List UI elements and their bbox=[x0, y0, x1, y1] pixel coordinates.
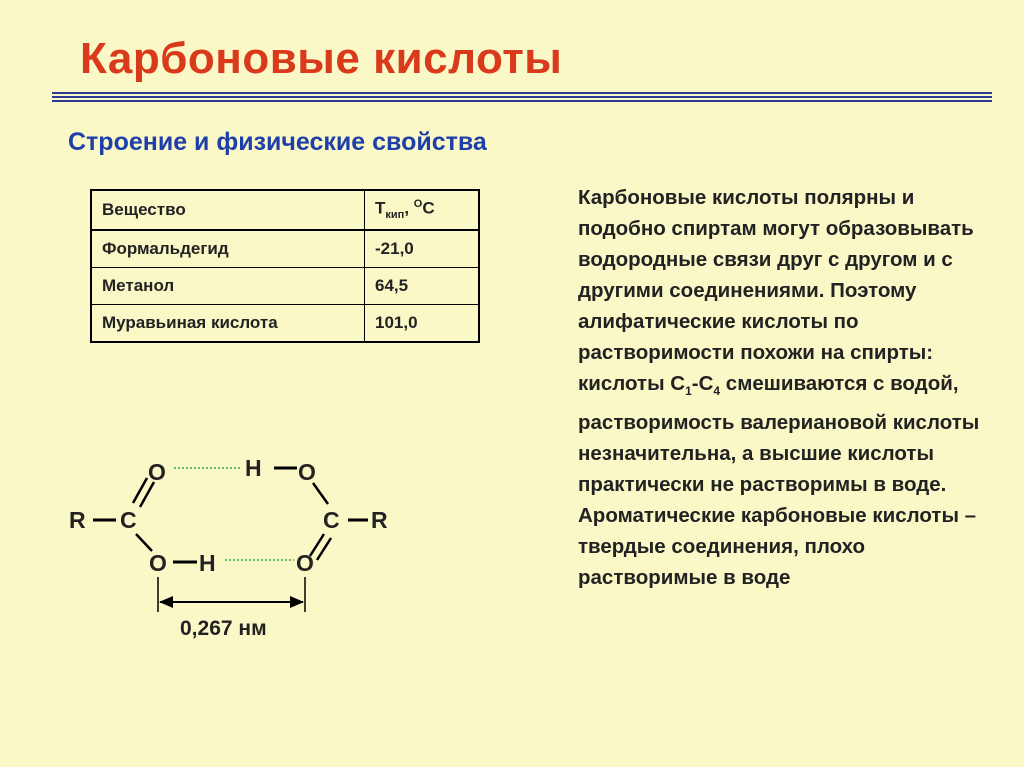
paragraph-part2: смешиваются с водой, растворимость валериановой кислоты незначительна, а высшие кислоты практически не растворимы в воде. bbox=[578, 372, 980, 497]
header-boiling-temp bbox=[365, 190, 480, 230]
paragraph-dash: -С bbox=[691, 372, 714, 395]
header-substance: Вещество bbox=[91, 190, 365, 230]
boiling-point-table bbox=[90, 189, 480, 343]
atom-r-left: R bbox=[69, 507, 86, 533]
atom-o-right-top: O bbox=[298, 459, 316, 485]
atom-h-bottom: H bbox=[199, 550, 216, 576]
substance-cell: Формальдегид bbox=[91, 230, 365, 268]
table-row bbox=[91, 305, 479, 343]
description-paragraph bbox=[578, 182, 998, 593]
header-t-sub: кип bbox=[385, 209, 405, 222]
dimension-arrow-right bbox=[290, 596, 304, 608]
atom-o-left-bottom: O bbox=[149, 550, 167, 576]
atom-c-right: C bbox=[323, 507, 340, 533]
carboxylic-acid-dimer-diagram bbox=[60, 450, 420, 650]
slide-subtitle: Строение и физические свойства bbox=[68, 128, 487, 156]
distance-label: 0,267 нм bbox=[180, 617, 267, 640]
atom-c-left: C bbox=[120, 507, 137, 533]
table-header-row bbox=[91, 190, 479, 230]
atom-o-right-bottom: O bbox=[296, 550, 314, 576]
paragraph-part1: Карбоновые кислоты полярны и подобно спиртам могут образовывать водородные связи друг с другом и с другими соединениями. Поэтому алифатические кислоты по растворимости похожи на спирты: кислоты С bbox=[578, 186, 974, 395]
value-cell: 101,0 bbox=[365, 305, 480, 343]
header-t-unit: С bbox=[422, 199, 435, 219]
atom-o-left-top: O bbox=[148, 459, 166, 485]
atom-h-top: H bbox=[245, 455, 262, 481]
bond-o-c-right-top bbox=[313, 483, 328, 504]
table-row bbox=[91, 268, 479, 305]
header-t-sup: О bbox=[413, 198, 423, 211]
paragraph-sub1: 1 bbox=[685, 384, 692, 399]
header-t-sep: , bbox=[404, 199, 414, 219]
dimension-arrow-left bbox=[159, 596, 173, 608]
bond-c-o-left-bottom bbox=[136, 534, 152, 551]
substance-cell: Метанол bbox=[91, 268, 365, 305]
header-t-main: Т bbox=[375, 199, 386, 219]
value-cell: -21,0 bbox=[365, 230, 480, 268]
atom-r-right: R bbox=[371, 507, 388, 533]
title-underline bbox=[52, 92, 992, 106]
table-row bbox=[91, 230, 479, 268]
slide-title: Карбоновые кислоты bbox=[80, 34, 563, 83]
paragraph-part3: Ароматические карбоновые кислоты – твердые соединения, плохо растворимые в воде bbox=[578, 504, 977, 590]
substance-cell: Муравьиная кислота bbox=[91, 305, 365, 343]
paragraph-sub2: 4 bbox=[713, 384, 721, 399]
value-cell: 64,5 bbox=[365, 268, 480, 305]
